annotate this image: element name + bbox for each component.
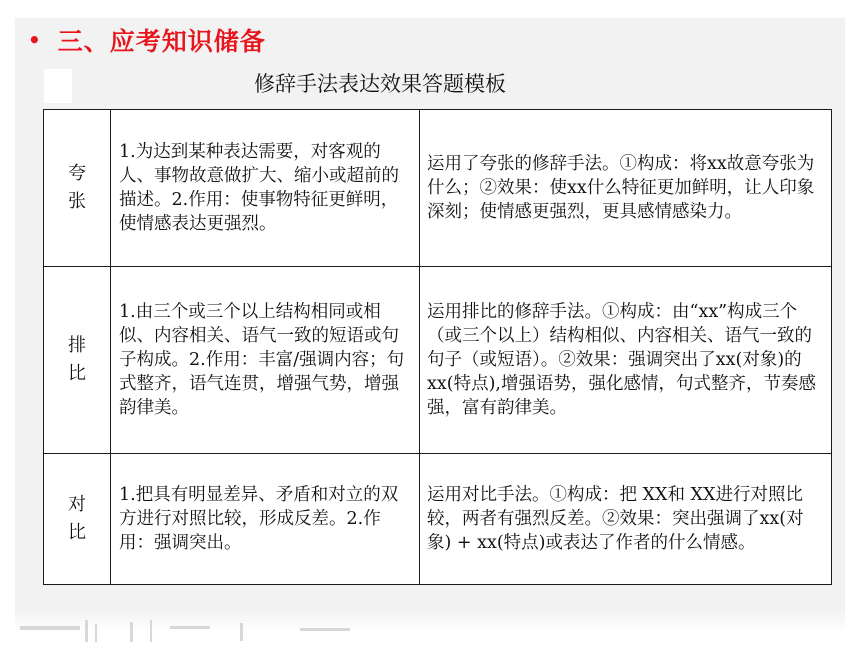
answer-template-cell: 运用了夸张的修辞手法。①构成：将xx故意夸张为什么；②效果：使xx什么特征更加鲜明，让人印象深刻；使情感更强烈，更具感情感染力。 xyxy=(420,110,832,267)
answer-template-cell: 运用排比的修辞手法。①构成：由“xx”构成三个（或三个以上）结构相似、内容相关、语气一致的句子（或短语）。②效果：强调突出了xx(对象)的xx(特点),增强语势，强化感情，句式整齐，节奏感强，富有韵律美。 xyxy=(420,267,832,454)
definition-cell: 1.由三个或三个以上结构相同或相似、内容相关、语气一致的短语或句子构成。2.作用：丰富/强调内容；句式整齐，语气连贯，增强气势，增强韵律美。 xyxy=(111,267,420,454)
table-row xyxy=(44,267,832,454)
table-row xyxy=(44,454,832,585)
section-title: 三、应考知识储备 xyxy=(57,27,266,56)
section-heading xyxy=(28,22,266,58)
table-title: 修辞手法表达效果答题模板 xyxy=(254,72,506,96)
term-cell xyxy=(44,267,111,454)
term-label: 夸张 xyxy=(68,163,86,212)
table-row xyxy=(44,110,832,267)
definition-cell: 1.为达到某种表达需要，对客观的人、事物故意做扩大、缩小或超前的描述。2.作用：使事物特征更鲜明，使情感表达更强烈。 xyxy=(111,110,420,267)
term-label: 对比 xyxy=(68,494,86,543)
rhetoric-template-table xyxy=(43,109,832,585)
placeholder-box xyxy=(44,69,72,103)
bullet-icon: • xyxy=(28,28,42,52)
term-label: 排比 xyxy=(68,335,86,384)
definition-cell: 1.把具有明显差异、矛盾和对立的双方进行对照比较，形成反差。2.作用：强调突出。 xyxy=(111,454,420,585)
term-cell xyxy=(44,454,111,585)
brush-stroke-decoration xyxy=(0,618,420,645)
answer-template-cell: 运用对比手法。①构成：把 XX和 XX进行对照比较，两者有强烈反差。②效果：突出强调了xx(对象) + xx(特点)或表达了作者的什么情感。 xyxy=(420,454,832,585)
term-cell xyxy=(44,110,111,267)
